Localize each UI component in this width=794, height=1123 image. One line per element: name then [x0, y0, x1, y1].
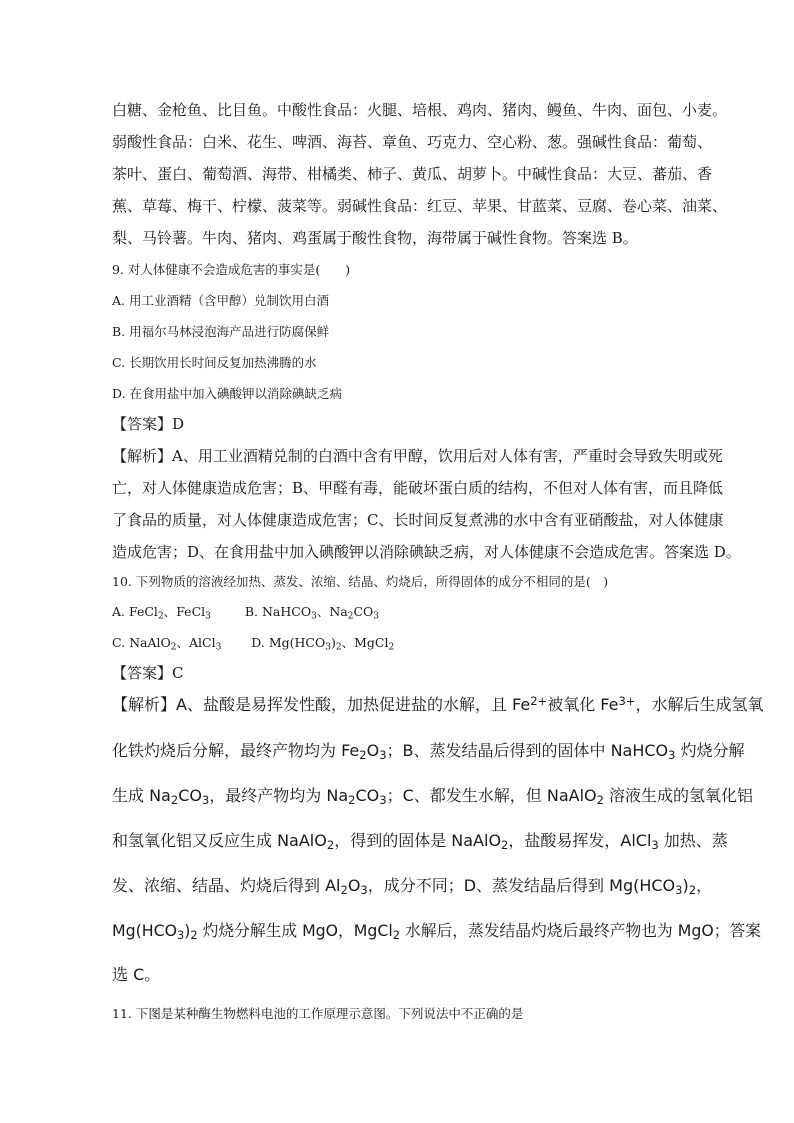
q10-options-ab — [112, 602, 379, 622]
q10-answer: 【答案】C — [112, 664, 184, 682]
q9-option-b: B. 用福尔马林浸泡海产品进行防腐保鲜 — [112, 324, 330, 339]
q10-analysis-line-5: 发、浓缩、结晶、灼烧后得到 $Al_2O_3$，成分不同；D、蒸发结晶后得到 $Mg(HCO_3)_2$， — [112, 876, 713, 897]
q10-analysis-line-6: $Mg(HCO_3)_2$ 灼烧分解生成 MgO，MgCl$_2$ 水解后，蒸发结晶灼烧后最终产物也为 MgO；答案 — [112, 921, 761, 942]
prev-explanation-line-5: 梨、马铃薯。牛肉、猪肉、鸡蛋属于酸性食物，海带属于碱性食物。答案选 B。 — [112, 229, 638, 247]
q9-analysis-line-4: 造成危害；D、在食用盐中加入碘酸钾以消除碘缺乏病，对人体健康不会造成危害。答案选 D。 — [112, 543, 741, 561]
q9-analysis-line-1: 【解析】A、用工业酒精兑制的白酒中含有甲醇，饮用后对人体有害，严重时会导致失明或死 — [112, 447, 723, 465]
prev-explanation-line-1: 白糖、金枪鱼、比目鱼。中酸性食品：火腿、培根、鸡肉、猪肉、鳗鱼、牛肉、面包、小麦。 — [112, 101, 728, 119]
q9-analysis-line-2: 亡，对人体健康造成危害；B、甲醛有毒，能破坏蛋白质的结构，不但对人体有害，而且降低 — [112, 479, 724, 497]
q9-option-d: D. 在食用盐中加入碘酸钾以消除碘缺乏病 — [112, 386, 343, 401]
q11-stem: 11. 下图是某种酶生物燃料电池的工作原理示意图。下列说法中不正确的是 — [112, 1006, 524, 1021]
q10-option-b: B. NaHCO$_3$、$Na_2CO_3$ — [244, 604, 380, 622]
prev-explanation-line-4: 蕉、草莓、梅干、柠檬、菠菜等。弱碱性食品：红豆、苹果、甘蓝菜、豆腐、卷心菜、油菜、 — [112, 197, 728, 215]
q10-stem: 10. 下列物质的溶液经加热、蒸发、浓缩、结晶、灼烧后，所得固体的成分不相同的是( ) — [112, 574, 609, 589]
prev-explanation-line-3: 茶叶、蛋白、葡萄酒、海带、柑橘类、柿子、黄瓜、胡萝卜。中碱性食品：大豆、蕃茄、香 — [112, 165, 713, 183]
q9-option-c: C. 长期饮用长时间反复加热沸腾的水 — [112, 355, 317, 370]
q10-option-a: A. FeCl$_2$、FeCl$_3$ — [112, 604, 211, 622]
q9-analysis-line-3: 了食品的质量，对人体健康造成危害；C、长时间反复煮沸的水中含有亚硝酸盐，对人体健康 — [112, 511, 724, 529]
q10-analysis-line-3: 生成 $Na_2CO_3$，最终产物均为 $Na_2CO_3$；C、都发生水解，但 NaAlO$_2$ 溶液生成的氢氧化铝 — [112, 786, 754, 807]
q10-analysis-line-7: 选 C。 — [112, 965, 161, 984]
q9-answer: 【答案】D — [112, 415, 185, 433]
q9-stem: 9. 对人体健康不会造成危害的事实是( ) — [112, 262, 351, 277]
prev-explanation-line-2: 弱酸性食品：白米、花生、啤酒、海苔、章鱼、巧克力、空心粉、葱。强碱性食品：葡萄、 — [112, 133, 713, 151]
q10-option-d: D. $Mg(HCO_3)_2$、MgCl$_2$ — [251, 635, 395, 653]
q10-analysis-line-1: 【解析】A、盐酸是易挥发性酸，加热促进盐的水解，且 $Fe^{2+}$被氧化 $Fe^{3+}$，水解后生成氢氧 — [112, 693, 764, 714]
q10-option-c: C. NaAlO$_2$、AlCl$_3$ — [112, 635, 222, 653]
q10-analysis-line-2: 化铁灼烧后分解，最终产物均为 $Fe_2O_3$；B、蒸发结晶后得到的固体中 NaHCO$_3$ 灼烧分解 — [112, 741, 745, 762]
q10-options-cd — [112, 633, 394, 653]
q10-analysis-line-4: 和氢氧化铝又反应生成 NaAlO$_2$，得到的固体是 NaAlO$_2$，盐酸易挥发，AlCl$_3$ 加热、蒸 — [112, 831, 728, 852]
q9-option-a: A. 用工业酒精（含甲醇）兑制饮用白酒 — [112, 293, 329, 308]
